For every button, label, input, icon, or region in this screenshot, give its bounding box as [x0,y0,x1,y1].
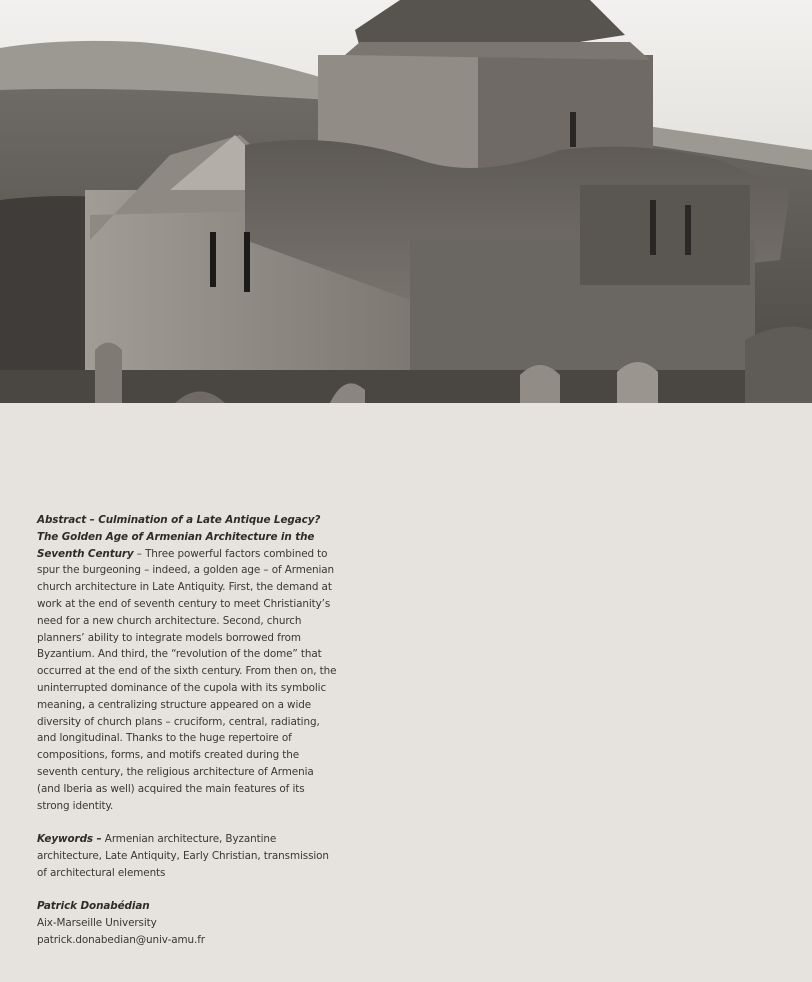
abstract-title: Abstract – Culmination of a Late Antique Legacy? The Golden Age of Armenian Architecture in the Seventh Century [37,514,321,560]
abstract-paragraph [37,512,337,814]
abstract-body: – Three powerful factors combined to spur the burgeoning – indeed, a golden age – of Armenian church architecture in Late Antiquity. First, the demand at work at the end of seventh century to meet Christianity’s need for a new church architecture. Second, church planners’ ability to integrate models borrowed from Byzantium. And third, the “revolution of the dome” that occurred at the end of the sixth century. From then on, the uninterrupted dominance of the cupola with its symbolic meaning, a centralizing structure appeared on a wide diversity of church plans – cruciform, central, radiating, and longitudinal. Thanks to the huge repertoire of compositions, forms, and motifs created during the seventh century, the religious architecture of Armenia (and Iberia as well) acquired the main features of its strong identity. [37,547,337,812]
keywords-label: Keywords – [37,833,102,846]
author-email[interactable]: patrick.donabedian@univ-amu.fr [37,933,205,946]
author-affiliation: Aix-Marseille University [37,917,157,930]
article-abstract-block [37,512,337,966]
header-photo [0,0,812,403]
church-ruin-photo [0,0,812,403]
keywords-paragraph [37,831,337,881]
author-name: Patrick Donabédian [37,900,150,913]
keywords-body: Armenian architecture, Byzantine architecture, Late Antiquity, Early Christian, transmission of architectural elements [37,833,329,879]
author-block [37,898,337,948]
